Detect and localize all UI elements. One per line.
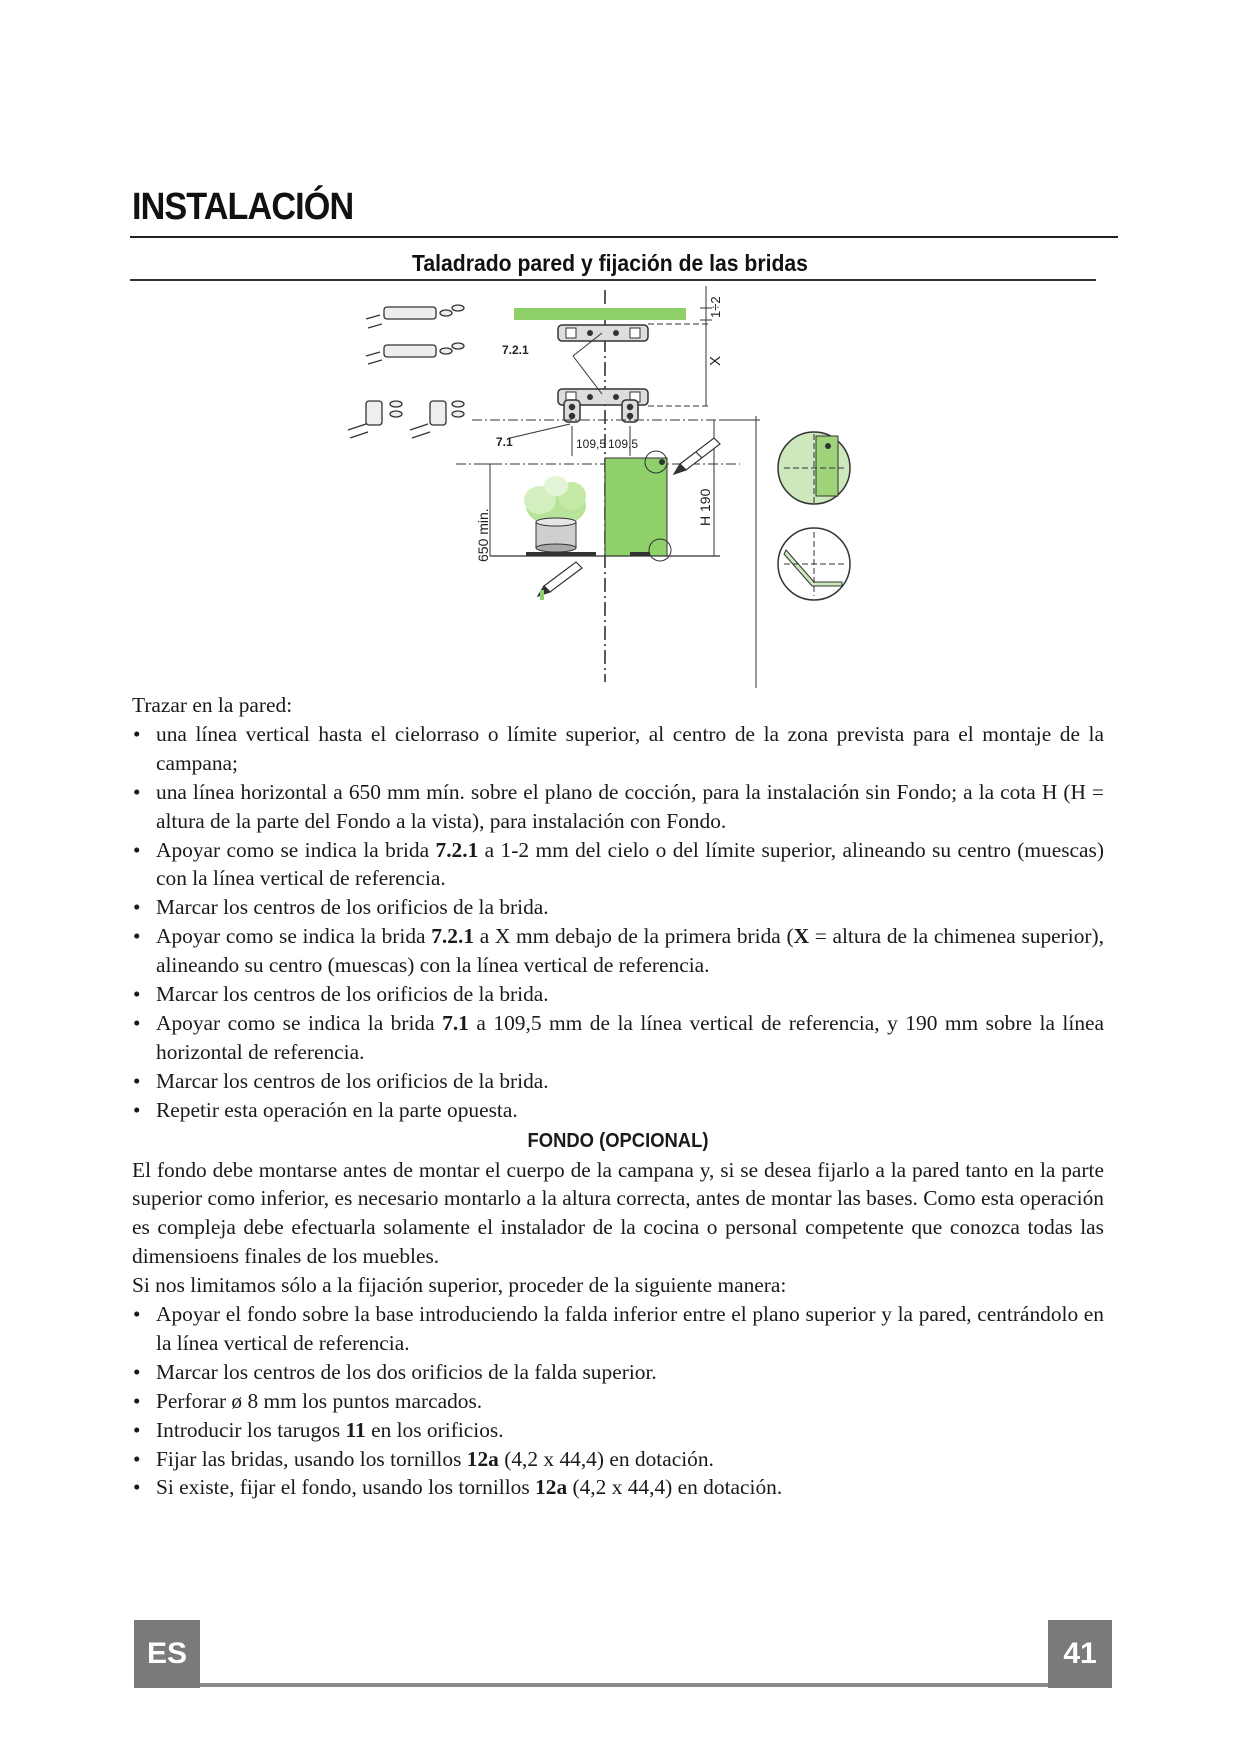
section2-paragraph: El fondo debe montarse antes de montar el cuerpo de la campana y, si se desea fijarlo a la pared tanto en la parte superior como inferior, es necesario montarlo a la altura correcta, antes de montar las bases. Como esta operación es compleja debe efectuarla solamente el instalador de la cocina o personal competente que conozca todas las dimensioens finales de los muebles. bbox=[132, 1157, 1104, 1269]
section-subtitle: Taladrado pared y fijación de las bridas bbox=[412, 250, 808, 276]
list-item: • Fijar las bridas, usando los tornillos 12a (4,2 x 44,4) en dotación. bbox=[132, 1445, 1104, 1474]
label-650-min: 650 min. bbox=[475, 508, 491, 562]
label-flange-7-2-1: 7.2.1 bbox=[502, 343, 529, 357]
list-item: • Introducir los tarugos 11 en los orificios. bbox=[132, 1416, 1104, 1445]
list-item: • Marcar los centros de los dos orificios de la falda superior. bbox=[132, 1358, 1104, 1387]
ceiling-bar bbox=[514, 308, 686, 320]
flange-7-1-left bbox=[564, 400, 580, 422]
label-gap: 1÷2 bbox=[708, 296, 723, 318]
flange-parts-bottom bbox=[348, 401, 464, 438]
footer-rule bbox=[200, 1683, 1048, 1687]
list-item: • Perforar ø 8 mm los puntos marcados. bbox=[132, 1387, 1104, 1416]
label-dim-left: 109,5 bbox=[576, 437, 607, 451]
label-h-190: H 190 bbox=[697, 488, 713, 526]
flange-7-2-1-top bbox=[558, 325, 648, 341]
list-item: • Apoyar como se indica la brida 7.2.1 a 1-2 mm del cielo o del límite superior, alineando su centro (muescas) con la línea vertical de referencia. bbox=[132, 836, 1104, 894]
label-x: X bbox=[707, 355, 724, 366]
label-dim-right: 109,5 bbox=[608, 437, 639, 451]
list-item: • Apoyar como se indica la brida 7.2.1 a X mm debajo de la primera brida (X = altura de la chimenea superior), alineando su centro (muescas) con la línea vertical de referencia. bbox=[132, 922, 1104, 980]
pencil-top bbox=[674, 438, 720, 474]
label-flange-7-1: 7.1 bbox=[496, 435, 513, 449]
section2-list bbox=[132, 1300, 1104, 1502]
subtitle-rule bbox=[130, 279, 1096, 281]
section2-intro: Si nos limitamos sólo a la fijación superior, proceder de la siguiente manera: bbox=[132, 1273, 787, 1298]
page-title: INSTALACIÓN bbox=[132, 186, 354, 228]
language-badge: ES bbox=[134, 1620, 200, 1688]
list-item: • Repetir esta operación en la parte opuesta. bbox=[132, 1096, 1104, 1125]
section1-intro: Trazar en la pared: bbox=[132, 693, 293, 717]
installation-diagram bbox=[340, 286, 880, 692]
detail-circle-top bbox=[778, 432, 850, 504]
list-item: • Marcar los centros de los orificios de la brida. bbox=[132, 980, 1104, 1009]
detail-circle-bottom bbox=[778, 528, 850, 600]
list-item: • Apoyar como se indica la brida 7.1 a 109,5 mm de la línea vertical de referencia, y 190 mm sobre la línea horizontal de referencia. bbox=[132, 1009, 1104, 1067]
list-item: • una línea vertical hasta el cielorraso o límite superior, al centro de la zona prevista para el montaje de la campana; bbox=[132, 720, 1104, 778]
list-item: • Apoyar el fondo sobre la base introduciendo la falda inferior entre el plano superior y la pared, centrándolo en la línea vertical de referencia. bbox=[132, 1300, 1104, 1358]
flange-parts-top bbox=[366, 305, 464, 364]
pot-with-steam bbox=[524, 476, 586, 552]
list-item: • una línea horizontal a 650 mm mín. sobre el plano de cocción, para la instalación sin Fondo; a la cota H (H = altura de la parte del Fondo a la vista), para instalación con Fondo. bbox=[132, 778, 1104, 836]
list-item: • Marcar los centros de los orificios de la brida. bbox=[132, 1067, 1104, 1096]
page-number: 41 bbox=[1048, 1620, 1112, 1688]
flange-7-1-right bbox=[622, 400, 638, 422]
list-item: • Marcar los centros de los orificios de la brida. bbox=[132, 893, 1104, 922]
pencil-bottom bbox=[538, 562, 582, 600]
title-rule bbox=[130, 236, 1118, 238]
section1-list bbox=[132, 720, 1104, 1125]
list-item: • Si existe, fijar el fondo, usando los tornillos 12a (4,2 x 44,4) en dotación. bbox=[132, 1473, 1104, 1502]
body-text bbox=[132, 691, 1104, 1502]
section2-heading: FONDO (OPCIONAL) bbox=[527, 1129, 709, 1152]
